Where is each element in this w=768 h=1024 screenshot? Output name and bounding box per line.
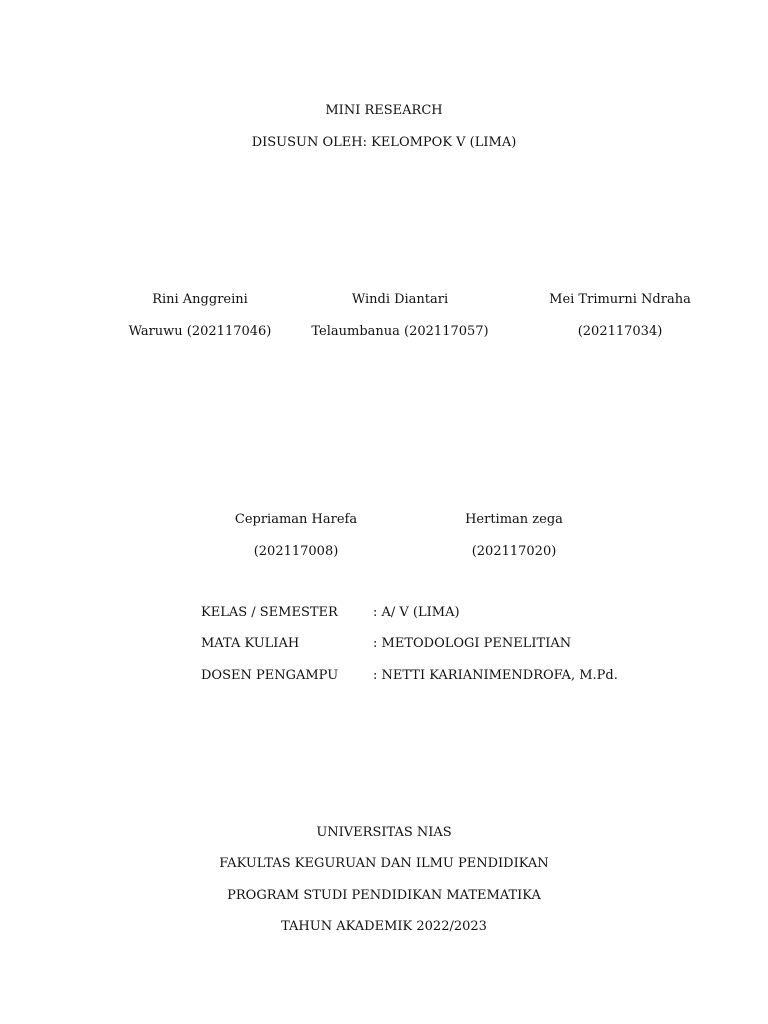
member-1-name: Rini Anggreini xyxy=(152,292,248,307)
member-2-name: Windi Diantari xyxy=(351,292,449,307)
info-value-dosen: : NETTI KARIANIMENDROFA, M.Pd. xyxy=(373,668,618,683)
info-value-kelas: : A/ V (LIMA) xyxy=(373,605,460,620)
member-3-name: Mei Trimurni Ndraha xyxy=(549,292,691,307)
member-3-id: (202117034) xyxy=(577,324,663,339)
info-label-dosen: DOSEN PENGAMPU xyxy=(201,668,339,683)
academic-year: TAHUN AKADEMIK 2022/2023 xyxy=(281,919,487,934)
member-4-id: (202117008) xyxy=(253,544,339,559)
program-name: PROGRAM STUDI PENDIDIKAN MATEMATIKA xyxy=(227,888,541,903)
info-label-kelas: KELAS / SEMESTER xyxy=(201,605,338,620)
university-name: UNIVERSITAS NIAS xyxy=(316,825,452,840)
document-title: MINI RESEARCH xyxy=(325,103,443,118)
member-5-name: Hertiman zega xyxy=(465,512,563,527)
info-value-mata-kuliah: : METODOLOGI PENELITIAN xyxy=(373,636,572,651)
member-2-id: Telaumbanua (202117057) xyxy=(311,324,489,339)
member-1-id: Waruwu (202117046) xyxy=(128,324,272,339)
faculty-name: FAKULTAS KEGURUAN DAN ILMU PENDIDIKAN xyxy=(219,856,549,871)
info-label-mata-kuliah: MATA KULIAH xyxy=(201,636,300,651)
member-5-id: (202117020) xyxy=(471,544,557,559)
member-4-name: Cepriaman Harefa xyxy=(234,512,358,527)
document-subtitle: DISUSUN OLEH: KELOMPOK V (LIMA) xyxy=(251,135,517,150)
